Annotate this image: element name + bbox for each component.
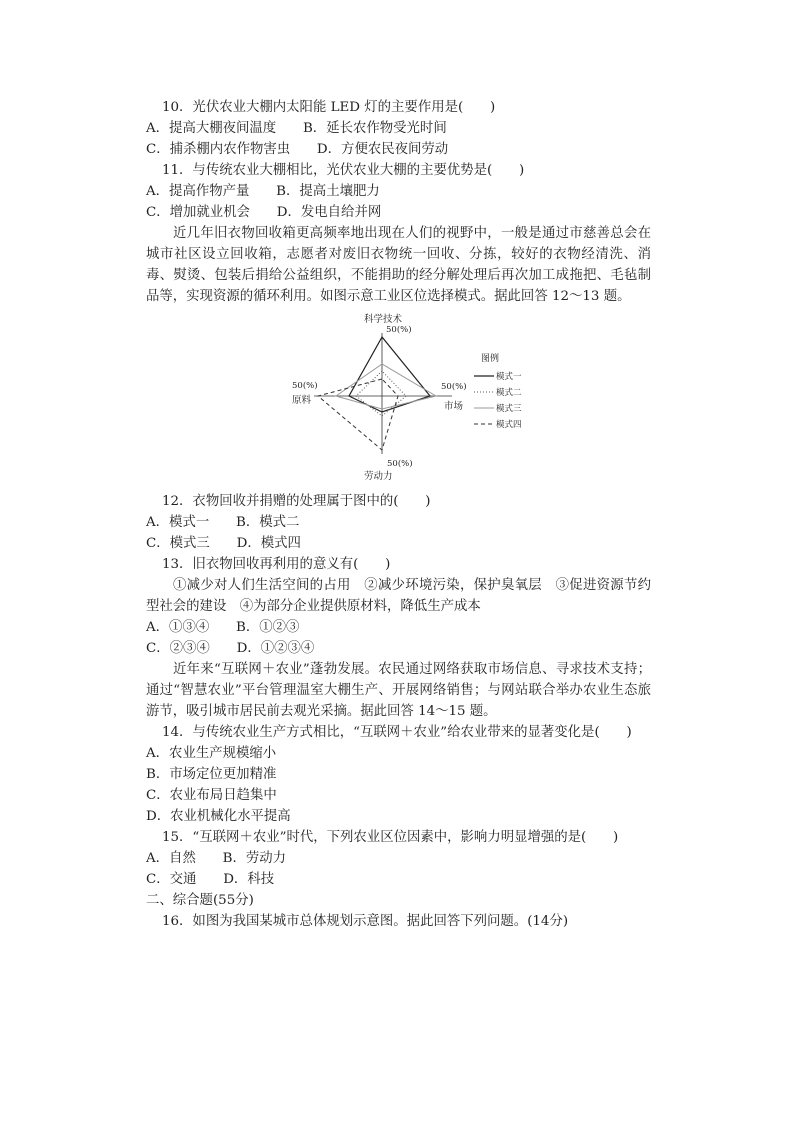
q12-options-cd: C．模式三 D．模式四 <box>146 536 301 551</box>
q15-stem: 15．“互联网＋农业”时代，下列农业区位因素中，影响力明显增强的是( ) <box>162 830 619 845</box>
section-heading: 二、综合题(55分) <box>146 893 254 908</box>
q10-options-cd: C．捕杀棚内农作物害虫 D．方便农民夜间劳动 <box>146 142 449 157</box>
industrial-location-figure <box>276 309 538 483</box>
q10-options-ab: A．提高大棚夜间温度 B．延长农作物受光时间 <box>146 121 447 136</box>
q11-stem: 11．与传统农业大棚相比，光伏农业大棚的主要优势是( ) <box>162 163 525 178</box>
q14-option-a: A．农业生产规模缩小 <box>146 746 277 761</box>
legend-label-1: 模式一 <box>496 372 522 382</box>
q12-options-ab: A．模式一 B．模式二 <box>146 515 300 530</box>
mode-3-polygon <box>336 364 436 409</box>
q14-stem: 14．与传统农业生产方式相比，“互联网＋农业”给农业带来的显著变化是( ) <box>162 725 632 740</box>
legend-title: 图例 <box>481 354 500 364</box>
q14-option-d: D．农业机械化水平提高 <box>146 809 291 824</box>
axis-label-left: 原料 <box>292 395 312 406</box>
q13-items: ①减少对人们生活空间的占用 ②减少环境污染，保护臭氧层 ③促进资源节约型社会的建设 ④为部分企业提供原材料，降低生产成本 <box>146 578 651 614</box>
q10-stem: 10．光伏农业大棚内太阳能 LED 灯的主要作用是( ) <box>162 100 496 115</box>
q16-stem: 16．如图为我国某城市总体规划示意图。据此回答下列问题。(14分) <box>162 914 569 929</box>
axis-value-right: 50(%) <box>441 382 467 392</box>
q13-stem: 13．旧衣物回收再利用的意义有( ) <box>162 557 391 572</box>
legend-label-4: 模式四 <box>496 420 522 430</box>
legend-label-3: 模式三 <box>496 404 522 414</box>
q13-options-ab: A．①③④ B．①②③ <box>146 620 300 635</box>
legend <box>474 352 522 430</box>
q12-stem: 12．衣物回收并捐赠的处理属于图中的( ) <box>162 494 431 509</box>
q11-options-ab: A．提高作物产量 B．提高土壤肥力 <box>146 184 380 199</box>
axis-value-bottom: 50(%) <box>387 459 413 469</box>
radar-chart <box>276 309 538 483</box>
q11-options-cd: C．增加就业机会 D．发电自给并网 <box>146 205 382 220</box>
axis-value-left: 50(%) <box>292 381 318 391</box>
q15-options-cd: C．交通 D．科技 <box>146 872 275 887</box>
mode-2-polygon <box>356 371 406 416</box>
axis-label-top: 科学技术 <box>364 314 403 325</box>
q13-options-cd: C．②③④ D．①②③④ <box>146 641 315 656</box>
q14-option-c: C．农业布局日趋集中 <box>146 788 277 803</box>
mode-4-polygon <box>318 379 398 450</box>
axis-label-right: 市场 <box>444 401 464 412</box>
axis-value-top: 50(%) <box>386 325 412 335</box>
legend-label-2: 模式二 <box>496 388 522 398</box>
passage-internet-agriculture: 近年来“互联网＋农业”蓬勃发展。农民通过网络获取市场信息、寻求技术支持；通过“智慧农业”平台管理温室大棚生产、开展网络销售；与网站联合举办农业生态旅游节，吸引城市居民前去观光采摘。据此回答 14～15 题。 <box>146 662 651 719</box>
passage-clothes-recycling: 近几年旧衣物回收箱更高频率地出现在人们的视野中，一般是通过市慈善总会在城市社区设立回收箱，志愿者对废旧衣物统一回收、分拣，较好的衣物经清洗、消毒、熨烫、包装后捐给公益组织，不能捐助的经分解处理后再次加工成拖把、毛毡制品等，实现资源的循环利用。如图示意工业区位选择模式。据此回答 12～13 题。 <box>146 226 651 304</box>
q14-option-b: B．市场定位更加精准 <box>146 767 277 782</box>
q15-options-ab: A．自然 B．劳动力 <box>146 851 287 866</box>
axis-label-bottom: 劳动力 <box>364 471 393 482</box>
